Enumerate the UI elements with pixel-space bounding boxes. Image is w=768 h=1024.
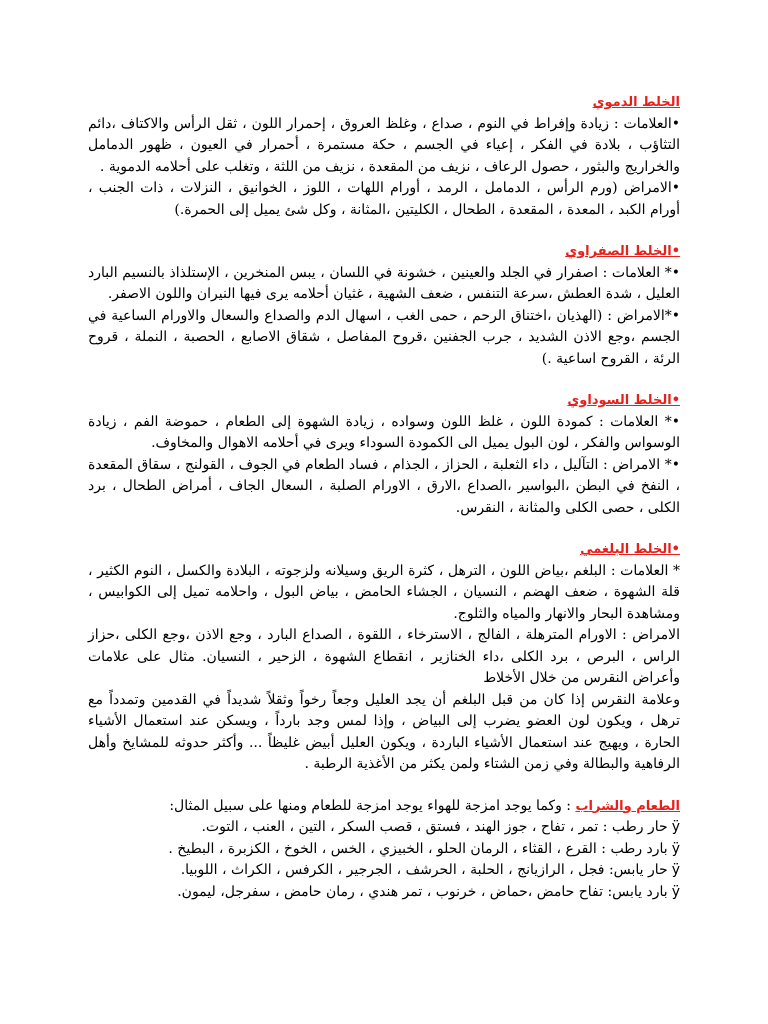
section-yellow-bile	[88, 241, 680, 370]
section-food	[88, 796, 680, 904]
list-item-text: بارد رطب : القرع ، القثاء ، الرمان الحلو ، الخبيزي ، الخس ، الخوخ ، الكزبرة ، البطيخ .	[168, 840, 668, 857]
diseases-paragraph: •*الامراض : (الهذيان ،اختناق الرحم ، حمى الغب ، اسهال الدم والصداع والسعال والاورام الساعية في الجسم ،وجع الاذن الشديد ، جرب الجفنين ،قروح المفاصل ، شقاق الاصابع ، الحصبة ، النملة ، قروح الرئة ، القروح اساعية .)	[88, 307, 680, 367]
food-intro-line	[88, 796, 680, 818]
diseases-paragraph: •الامراض (ورم الرأس ، الدمامل ، الرمد ، أورام اللهات ، اللوز ، الخوانيق ، النزلات ، ذات الجنب ، أورام الكبد ، المعدة ، المقعدة ، الطحال ، الكليتين ،المثانة ، وكل شئ يميل إلى الحمرة.)	[88, 180, 680, 218]
bullet-mark: ÿ	[671, 840, 680, 857]
list-item	[88, 817, 680, 839]
gout-paragraph: وعلامة النقرس إذا كان من قبل البلغم أن يجد العليل وجعاً رخواً وثقلاً شديداً في القدمين وتمدداً مع ترهل ، ويكون لون العضو يضرب إلى البياض ، وإذا لمس وجد بارداً ، ويسكن عند استعمال الأشياء الحارة ، ويهيج عند استعمال الأشياء الباردة ، ويكون العليل أبيض غليظاً ... وأكثر حدوثه للمشايخ وأهل الرفاهية والبطالة وفي زمن الشتاء ولمن يكثر من الأغذية الرطبة .	[88, 691, 680, 772]
section-heading: •الخلط البلغمي	[580, 542, 680, 557]
section-blood-humor	[88, 92, 680, 221]
section-heading: •الخلط السوداوي	[567, 393, 680, 408]
section-heading: الطعام والشراب	[575, 798, 680, 814]
list-item	[88, 860, 680, 882]
section-phlegm	[88, 539, 680, 776]
signs-paragraph: •* العلامات : اصفرار في الجلد والعينين ، خشونة في اللسان ، يبس المنخرين ، الإستلذاذ بالنسيم البارد العليل ، شدة العطش ،سرعة التنفس ، ضعف الشهية ، غثيان أحلامه يرى فيها النيران واللون الاصفر.	[88, 264, 680, 302]
section-heading: •الخلط الصفراوي	[565, 244, 680, 259]
list-item-text: حار يابس: فجل ، الرازيانج ، الحلبة ، الحرشف ، الجرجير ، الكرفس ، الكراث ، اللوبيا.	[180, 862, 668, 878]
section-heading: الخلط الدموي	[592, 95, 680, 110]
bullet-mark: ÿ	[671, 862, 680, 878]
section-black-bile	[88, 390, 680, 519]
signs-paragraph: •العلامات : زيادة وإفراط في النوم ، صداع ، وغلظ العروق ، إحمرار اللون ، ثقل الرأس والاكتاف ،دائم التثاؤب ، بلادة في الفكر ، إعياء في الجسم ، حكة مستمرة ، أحمرار في العيون ، ظهور الدمامل والخراريج والبثور ، حصول الرعاف ، نزيف من المقعدة ، نزيف من اللثة ، وتغلب على أحلامه الدموية .	[88, 115, 680, 175]
list-item-text: بارد يابس: تفاح حامض ،حماض ، خرنوب ، تمر هندي ، رمان حامض ، سفرجل، ليمون.	[177, 883, 668, 900]
document-page	[88, 92, 680, 923]
food-intro-text: : وكما يوجد امزجة للهواء يوجد امزجة للطعام ومنها على سبيل المثال:	[169, 797, 572, 814]
bullet-mark: ÿ	[671, 819, 680, 835]
list-item-text: حار رطب : تمر ، تفاح ، جوز الهند ، فستق ، قصب السكر ، التين ، العنب ، التوت.	[201, 819, 668, 835]
diseases-paragraph: الامراض : الاورام المترهلة ، الفالج ، الاسترخاء ، اللقوة ، الصداع البارد ، وجع الاذن ،وجع الكلى ،حزاز الراس ، البرص ، برد الكلى ،داء الخنازير ، انقطاع الشهوة ، الزحير ، النسيان. مثال على علامات وأعراض النقرس من خلال الأخلاط	[88, 627, 680, 686]
list-item	[88, 882, 680, 904]
list-item	[88, 839, 680, 861]
diseases-paragraph: •* الامراض : التآليل ، داء الثعلبة ، الحزاز ، الجذام ، فساد الطعام في الجوف ، القولنج ، سقاق المقعدة ، النفخ في البطن ،البواسير ،الصداع ،الارق ، الاورام الصلبة ، السعال الجاف ، أمراض الطحال ، برد الكلى ، حصى الكلى والمثانة ، النقرس.	[88, 456, 680, 516]
food-list	[88, 817, 680, 903]
bullet-mark: ÿ	[671, 883, 680, 900]
signs-paragraph: * العلامات : البلغم ،بياض اللون ، الترهل ، كثرة الريق وسيلانه ولزجوته ، البلادة والكسل ، النوم الكثير ، قلة الشهوة ، ضعف الهضم ، النسيان ، الجشاء الحامض ، بياض البول ، واحلامه تميل إلى الكوابيس ، ومشاهدة البحار والانهار والمياه والثلوج.	[88, 562, 680, 622]
signs-paragraph: •* العلامات : كمودة اللون ، غلظ اللون وسواده ، زيادة الشهوة إلى الطعام ، حموضة الفم ، زيادة الوسواس والفكر ، لون البول يميل الى الكمودة السوداء ويرى في أحلامه الاهوال والمخاوف.	[88, 413, 680, 451]
